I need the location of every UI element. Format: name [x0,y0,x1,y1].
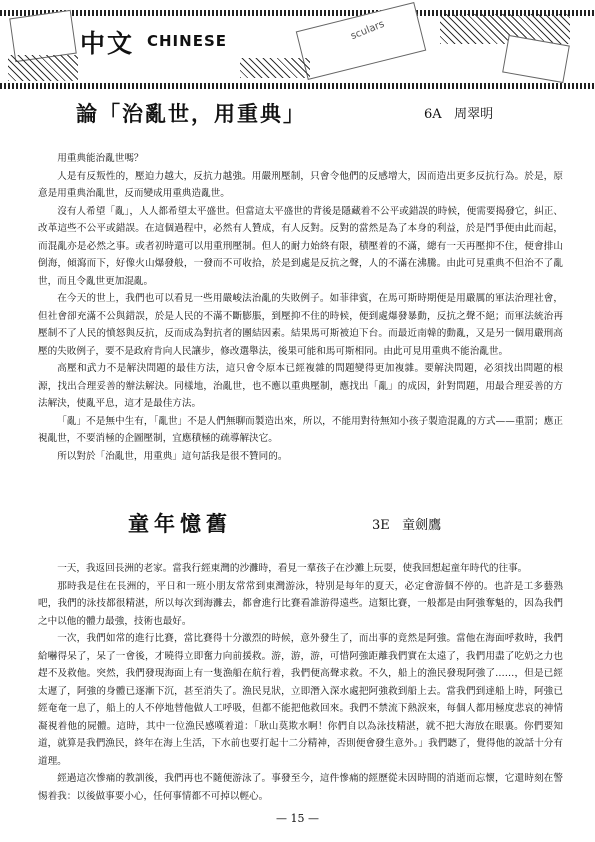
essay1-class: 6A [424,107,442,122]
essay2-paragraph: 那時我是住在長洲的，平日和一班小朋友常常到東灣游泳，特別是每年的夏天，必定會游個不停的。也許是工多藝熟吧，我們的泳技都很精湛，所以每次到海灘去，都會進行比賽看誰游得遠些。這類比賽，一般都是由阿強奪魁的，因為我們之中以他的體力最強，技術也最好。 [38,580,563,627]
essay1-title: 論「治亂世，用重典」 [76,101,306,126]
essay1-author: 周翠明 [454,107,494,122]
essay2-class: 3E [372,518,390,533]
essay1-paragraph: 人是有反叛性的，壓迫力越大，反抗力越強。用嚴刑壓制，只會令他們的反感增大，因而造出更多反抗行為。於是，原意是用重典治亂世，反而變成用重典造亂世。 [38,170,563,199]
essay1-byline [424,103,493,122]
essay1-paragraph: 「亂」不是無中生有，「亂世」不是人們無聊而製造出來，所以，不能用對待無知小孩子製造混亂的方式——重罰；應正視亂世，不要消極的企圖壓制，宜應積極的疏導解決它。 [38,415,563,444]
section-title-zh: 中文 [80,29,135,58]
header-stripe-bottom [0,83,595,89]
deco-hatch-2 [440,14,570,44]
essay2-byline [372,514,441,533]
page-number: — 15 — [276,812,319,825]
essay2-paragraph: 一次，我們如常的進行比賽，當比賽得十分激烈的時候，意外發生了，而出事的竟然是阿強。當他在海面呼救時，我們給嚇得呆了，呆了一會後，才曉得立即奮力向前援救。游，游，游，可惜阿強距離我們實在太遠了，我們用盡了吃奶之力也趕不及救他。突然，我們發現海面上有一隻漁船在航行着，我們便高聲求救。不久，船上的漁民發現阿強了……，但是已經太遲了，阿強的身體已逐漸下沉，甚至消失了。漁民見狀，立即潛入深水處把阿強救到船上去。當我們到達船上時，阿強已經奄奄一息了，船上的人不停地替他做人工呼吸，但都不能把他救回來。我們不禁流下熱淚來，每個人都用極度悲哀的神情凝視着他的屍體。這時，其中一位漁民感嘆着道：「耿山莫欺水啊！你們自以為泳技精湛，就不把大海放在眼裏。你們要知道，就算是我們漁民，終年在海上生活，下水前也要打起十二分精神，否則便會發生意外。」我們聽了，覺得他的說話十分有道理。 [38,633,563,767]
section-header [0,0,595,95]
deco-word: sculars [349,18,387,43]
essay1-paragraph: 高壓和武力不是解決問題的最佳方法，這只會令原本已經複雜的問題變得更加複雜。要解決問題，必須找出問題的根源，找出合理妥善的辦法解決。同樣地，治亂世，也不應以重典壓制，應找出「亂」的成因，針對問題，用最合理妥善的方法解決，使亂平息，這才是最佳方法。 [38,363,563,409]
essay1-paragraph: 沒有人希望「亂」，人人都希望太平盛世。但當這太平盛世的背後是隱藏着不公平或錯誤的時候，便需要揭發它，糾正、改革這些不公平或錯誤。在這個過程中，必然有人贊成，有人反對。反對的當然是為了本身的利益，於是鬥爭便由此而起，而混亂亦是必然之事。或者初時還可以用重刑壓制。但人的耐力始終有限，積壓着的不滿，總有一天再壓抑不住，便會排山倒海，傾瀉而下，好像火山爆發般，一發而不可收拾，於是到處是反抗之聲，人的不滿在沸騰。由此可見重典不但治不了亂世，而且令亂世更加混亂。 [38,205,563,287]
essay1-paragraph: 所以對於「治亂世，用重典」這句話我是很不贊同的。 [57,450,288,462]
essay2-body [38,560,563,805]
deco-hatch-3 [240,58,310,78]
essay2-author: 童劍鷹 [402,518,442,533]
deco-hatch-1 [8,55,78,81]
essay1-paragraph: 用重典能治亂世嗎？ [57,153,144,164]
essay1-body [38,150,563,465]
essay1-paragraph: 在今天的世上，我們也可以看見一些用嚴峻法治亂的失敗例子。如菲律賓，在馬可斯時期便是用嚴厲的軍法治理社會，但社會卻充滿不公與錯誤，於是人民的不滿不斷膨脹，到壓抑不住的時候，便到處爆發暴動，反抗之聲不絕；而軍法統治再壓制不了人民的憤怒與反抗，反而成為對抗者的團結因素。結果馬可斯被迫下台。而最近南韓的動亂，又是另一個用嚴刑高壓的失敗例子，要不是政府肯向人民讓步，修改選舉法，後果可能和馬可斯相同。由此可見用重典不能治亂世。 [38,293,563,357]
section-title-en: CHINESE [147,32,227,50]
essay2-paragraph: 經過這次慘痛的教訓後，我們再也不隨便游泳了。事發至今，這件慘痛的經歷從未因時間的消逝而忘懷，它還時刻在警惕着我：以後做事要小心，任何事情都不可掉以輕心。 [38,773,563,802]
essay2-title: 童年憶舊 [128,511,232,536]
essay2-paragraph: 一天，我返回長洲的老家。當我行經東灣的沙灘時，看見一羣孩子在沙灘上玩耍，使我回想起童年時代的往事。 [57,563,528,574]
